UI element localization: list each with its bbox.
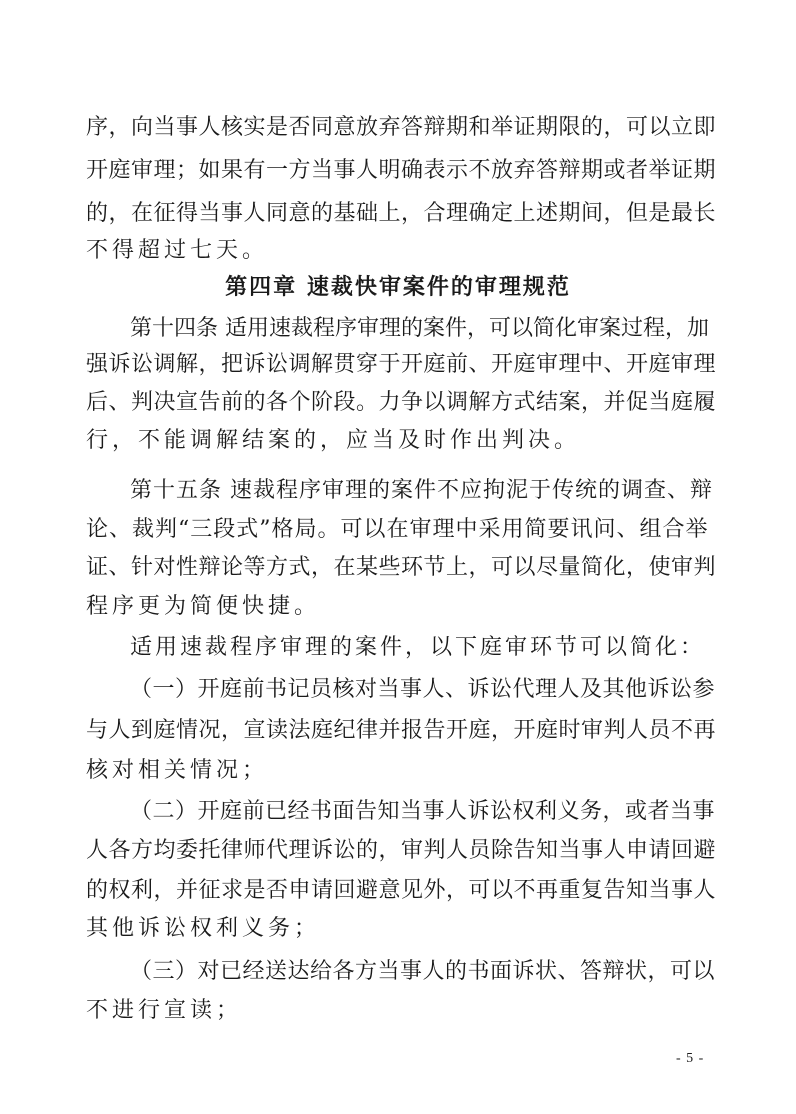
paragraph-line: 第十五条 速裁程序审理的案件不应拘泥于传统的调查、辩 xyxy=(130,478,713,503)
paragraph-line: 强诉讼调解，把诉讼调解贯穿于开庭前、开庭审理中、开庭审理 xyxy=(86,352,717,377)
paragraph-line: 不得超过七天。 xyxy=(86,238,269,263)
paragraph-line: 与人到庭情况，宣读法庭纪律并报告开庭，开庭时审判人员不再 xyxy=(86,718,717,743)
paragraph-line: 的权利，并征求是否申请回避意见外，可以不再重复告知当事人 xyxy=(86,878,717,903)
page-number: - 5 - xyxy=(676,1051,705,1066)
paragraph-line: 核对相关情况； xyxy=(86,758,269,783)
chapter-heading: 第四章 速裁快审案件的审理规范 xyxy=(225,274,571,300)
paragraph-line: 后、判决宣告前的各个阶段。力争以调解方式结案，并促当庭履 xyxy=(86,390,717,415)
paragraph-line: 适用速裁程序审理的案件，以下庭审环节可以简化： xyxy=(130,635,706,660)
paragraph-line: 人各方均委托律师代理诉讼的，审判人员除告知当事人申请回避 xyxy=(86,838,717,863)
paragraph-line: 序，向当事人核实是否同意放弃答辩期和举证期限的，可以立即 xyxy=(86,115,717,140)
paragraph-line: （一）开庭前书记员核对当事人、诉讼代理人及其他诉讼参 xyxy=(130,677,716,702)
paragraph-line: （二）开庭前已经书面告知当事人诉讼权利义务，或者当事 xyxy=(130,799,716,824)
paragraph-line: 证、针对性辩论等方式，在某些环节上，可以尽量简化，使审判 xyxy=(86,555,717,580)
paragraph-line: 其他诉讼权利义务； xyxy=(86,916,321,941)
paragraph-line: 的，在征得当事人同意的基础上，合理确定上述期间，但是最长 xyxy=(86,201,717,226)
paragraph-line: 程序更为简便快捷。 xyxy=(86,594,321,619)
paragraph-line: 开庭审理；如果有一方当事人明确表示不放弃答辩期或者举证期 xyxy=(86,158,717,183)
paragraph-line: 行，不能调解结案的，应当及时作出判决。 xyxy=(86,428,581,453)
paragraph-line: 第十四条 适用速裁程序审理的案件，可以简化审案过程，加 xyxy=(130,316,709,341)
paragraph-line: 不进行宣读； xyxy=(86,998,243,1023)
paragraph-line: 论、裁判“三段式”格局。可以在审理中采用简要讯问、组合举 xyxy=(86,517,709,542)
paragraph-line: （三）对已经送达给各方当事人的书面诉状、答辩状，可以 xyxy=(130,959,716,984)
